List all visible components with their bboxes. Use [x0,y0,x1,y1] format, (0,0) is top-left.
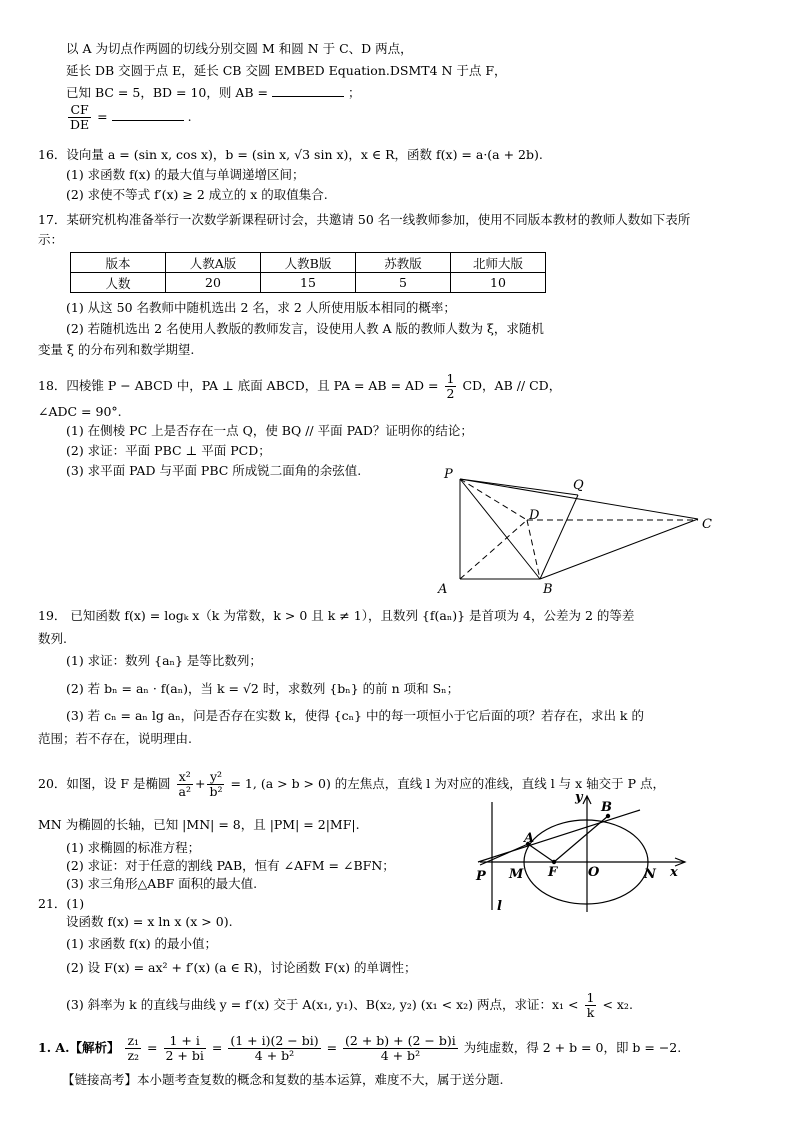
frac-num: z₁ [127,1033,140,1048]
frac-den: a² [178,784,191,799]
q15-line3-end: ； [347,85,361,100]
frac-num: (2 + b) + (2 − b)i [345,1033,456,1048]
frac-den: z₂ [127,1048,140,1063]
q15-line4: $\frac{CF}{DE}$ = . [70,102,192,132]
q19-part3-cont: 范围；若不存在，说明理由. [38,731,192,746]
equals: = [147,1040,158,1055]
q18-stem-cont: ∠ADC = 90°. [38,404,122,419]
label-f: F [548,865,558,880]
q19-stem-cont: 数列. [38,631,67,646]
table-cell: 人数 [71,273,166,293]
pyramid-figure [430,462,730,602]
x2-a2-fraction [177,770,193,799]
ellipse-figure [470,790,710,915]
q19-part2: (2) 若 bₙ = aₙ · f(aₙ)，当 k = √2 时，求数列 {bₙ} 的前 n 项和 Sₙ； [66,681,460,696]
label-y: y [575,790,583,805]
q21-part1: (1) 求函数 f(x) 的最小值； [66,936,218,951]
table-cell: 15 [261,273,356,293]
q15-line2: 延长 DB 交圆于点 E，延长 CB 交圆 EMBED Equation.DSMT4 N 于点 F， [66,63,507,78]
frac-den: b² [209,784,223,799]
cf-de-fraction [68,103,91,132]
table-cell: 人教A版 [166,253,261,273]
label-x: x [670,865,678,880]
half-fraction [445,372,457,401]
q21-stem: 设函数 f(x) = x ln x (x > 0). [66,914,233,929]
q21-part3 [66,991,633,1020]
table-cell: 版本 [71,253,166,273]
q16-part2: (2) 求使不等式 f′(x) ≥ 2 成立的 x 的取值集合. [66,187,328,202]
frac-num: x² [177,770,193,785]
table-cell: 5 [356,273,451,293]
q20-stem: 20．如图，设 F 是椭圆 $\frac{\text{x²}}{\text{a²}}$ + $\frac{\text{y²}}{\text{b²}}$ = 1, (a > b > 0) 的左焦点，直线 l 为对应的准线，直线 l 与 x 轴交于 P 点， [38,769,666,799]
table-cell: 北师大版 [451,253,546,273]
answer-blank [272,84,344,97]
q19-part1: (1) 求证：数列 {aₙ} 是等比数列； [66,653,262,668]
label-b: B [543,582,553,597]
q20-stem-cont: MN 为椭圆的长轴，已知 |MN| = 8，且 |PM| = 2|MF|. [38,817,360,832]
q18-part3: (3) 求平面 PAD 与平面 PBC 所成锐二面角的余弦值. [66,463,362,478]
q15-line3-text: 已知 BC = 5，BD = 10，则 AB = [66,85,268,100]
q21-part3-a: (3) 斜率为 k 的直线与曲线 y = f′(x) 交于 A(x₁, y₁)、B(x₂, y₂) (x₁ < x₂) 两点，求证：x₁ < [66,997,579,1012]
z1-z2-fraction [125,1034,141,1063]
q20-stem-b: = 1, (a > b > 0) 的左焦点，直线 l 为对应的准线，直线 l 与 x 轴交于 P 点， [230,776,666,791]
q20-stem-a: 20．如图，设 F 是椭圆 [38,776,171,791]
q21-number: 21．(1) [38,896,85,911]
answer-tail: 为纯虚数，得 2 + b = 0，即 b = −2. [463,1040,682,1055]
frac-den: 2 + bi [165,1048,204,1063]
label-p: P [476,869,486,884]
q18-part2: (2) 求证：平面 PBC ⊥ 平面 PCD； [66,443,271,458]
q21-part3-b: < x₂. [602,997,633,1012]
q15-line1: 以 A 为切点作两圆的切线分别交圆 M 和圆 N 于 C、D 两点， [66,41,413,56]
label-a: A [438,582,448,597]
answer-1 [38,1034,681,1063]
answer-blank [112,108,184,121]
table-cell: 20 [166,273,261,293]
label-o: O [588,865,600,880]
frac-den: 4 + b² [380,1048,421,1063]
q17-stem-cont: 示： [38,232,64,247]
label-m: M [509,867,524,882]
frac-num: 1 [446,371,455,386]
q19-part3: (3) 若 cₙ = aₙ lg aₙ，问是否存在实数 k，使得 {cₙ} 中的每一项恒小于它后面的项？若存在，求出 k 的 [66,708,644,723]
frac-num: y² [207,770,224,785]
frac-num: 1 + i [164,1034,206,1049]
q16-part1: (1) 求函数 f(x) 的最大值与单调递增区间； [66,167,305,182]
frac-num: 1 [586,990,595,1005]
frac-den: DE [70,117,90,132]
q16-stem: 16．设向量 a = (sin x, cos x)，b = (sin x, √3 sin x)，x ∈ R，函数 f(x) = a·(a + 2b). [38,147,543,162]
frac-den: 2 [446,386,455,401]
equals: = [326,1040,338,1055]
label-n: N [644,867,656,882]
q18-stem-b: CD，AB // CD， [462,378,562,393]
answer-prefix: 1. A.【解析】 [38,1040,120,1055]
fraction-4 [343,1034,458,1063]
q15-line3 [66,84,360,102]
label-c: C [702,517,712,532]
q21-part2: (2) 设 F(x) = ax² + f′(x) (a ∈ R)，讨论函数 F(x) 的单调性； [66,960,417,975]
q20-part1: (1) 求椭圆的标准方程； [66,840,201,855]
label-p: P [444,467,453,482]
label-q: Q [573,478,584,493]
one-over-k-fraction [585,991,597,1020]
table-cell: 10 [451,273,546,293]
q20-part2: (2) 求证：对于任意的割线 PAB，恒有 ∠AFM = ∠BFN； [66,858,395,873]
table-cell: 人教B版 [261,253,356,273]
q17-stem: 17．某研究机构准备举行一次数学新课程研讨会，共邀请 50 名一线教师参加，使用不同版本教材的教师人数如下表所 [38,212,691,227]
y2-b2-fraction [207,770,224,799]
table-row [71,273,546,293]
q20-part3: (3) 求三角形△ABF 面积的最大值. [66,876,258,891]
table-row [71,253,546,273]
label-d: D [529,508,540,523]
frac-num: CF [68,103,91,118]
frac-num: (1 + i)(2 − bi) [230,1033,319,1048]
q17-part1: (1) 从这 50 名教师中随机选出 2 名，求 2 人所使用版本相同的概率； [66,300,456,315]
q15-line4-end: . [187,109,192,124]
q18-stem [38,372,561,401]
frac-den: 4 + b² [254,1048,295,1063]
q19-stem: 19． 已知函数 f(x) = logₖ x（k 为常数，k > 0 且 k ≠ 1），且数列 {f(aₙ)} 是首项为 4，公差为 2 的等差 [38,608,635,623]
answer-link: 【链接高考】本小题考查复数的概念和复数的基本运算，难度不大，属于送分题. [62,1072,504,1087]
fraction-3 [228,1034,320,1063]
q18-stem-a: 18．四棱锥 P − ABCD 中，PA ⊥ 底面 ABCD，且 PA = AB = AD = [38,378,439,393]
teacher-count-table [70,252,546,293]
label-b: B [601,800,612,815]
equals: = [211,1040,223,1055]
table-cell: 苏教版 [356,253,451,273]
label-a: A [524,831,535,846]
q17-part2-cont: 变量 ξ 的分布列和数学期望. [38,342,195,357]
frac-den: k [586,1005,595,1020]
fraction-2 [164,1034,206,1063]
label-l: l [497,899,502,914]
q18-part1: (1) 在侧棱 PC 上是否存在一点 Q，使 BQ // 平面 PAD？证明你的结论； [66,423,473,438]
q17-part2: (2) 若随机选出 2 名使用人教版的教师发言，设使用人教 A 版的教师人数为 ξ，求随机 [66,321,544,336]
